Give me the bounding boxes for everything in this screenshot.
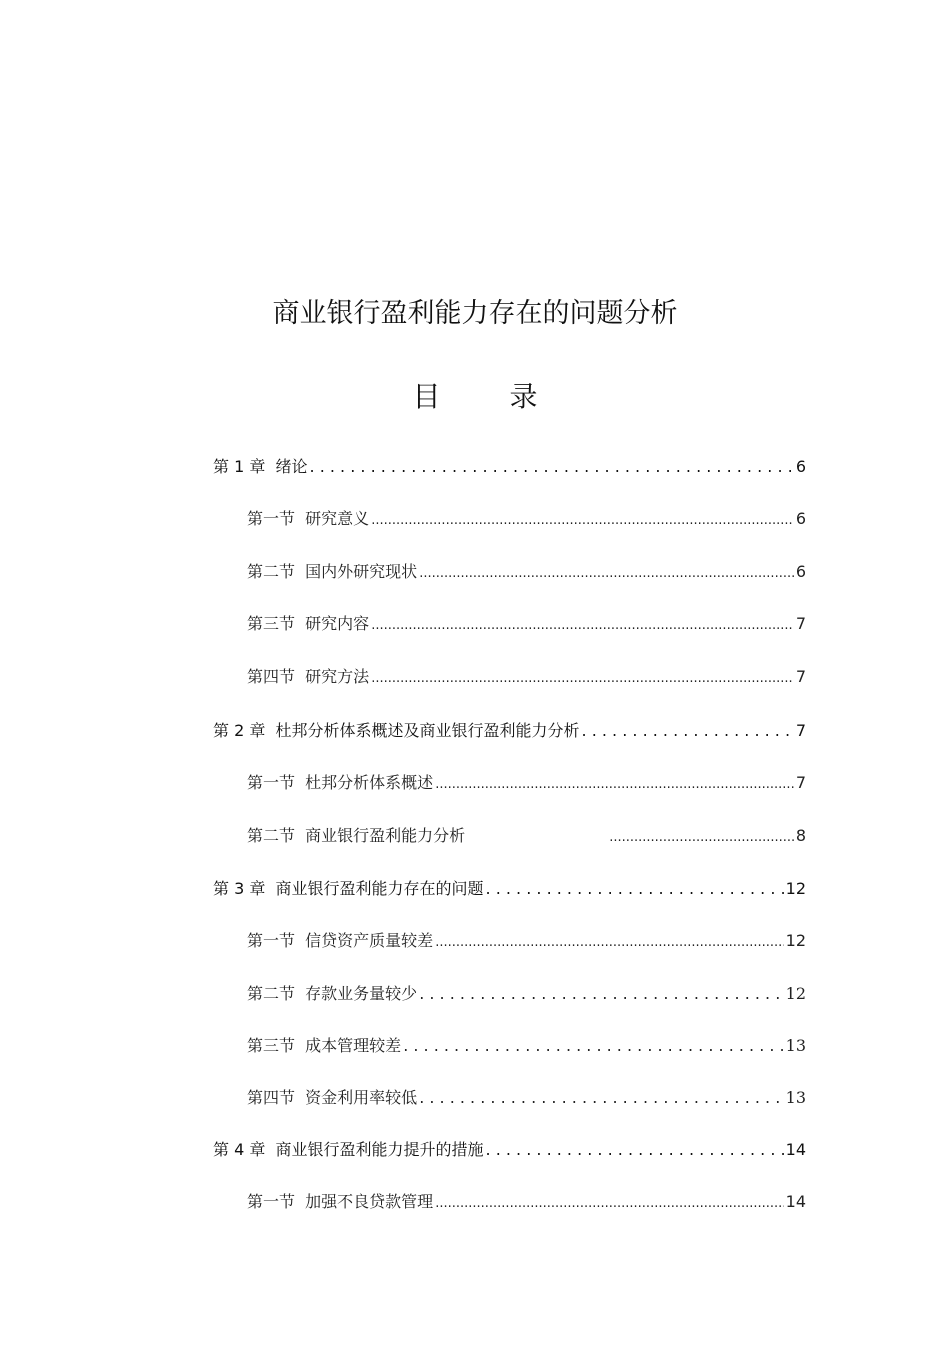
- toc-page-number: 12: [785, 984, 806, 1003]
- dot-leader: [419, 979, 783, 1009]
- toc-label: 第三节 研究内容: [247, 614, 370, 633]
- dot-leader: [486, 874, 784, 904]
- dot-leader: [371, 662, 794, 694]
- dot-leader: [419, 557, 794, 589]
- toc-label: 第 3 章 商业银行盈利能力存在的问题: [213, 879, 484, 898]
- toc-page-number: 14: [785, 1192, 806, 1211]
- toc-section[interactable]: [247, 926, 806, 956]
- toc-label: 第一节 杜邦分析体系概述: [247, 773, 434, 792]
- dot-leader: [371, 504, 794, 536]
- dot-leader: [486, 1135, 784, 1165]
- toc-page-number: 8: [795, 826, 806, 845]
- toc-page-number: 7: [795, 614, 806, 633]
- toc-label: 第三节 成本管理较差: [247, 1036, 402, 1055]
- toc-page-number: 6: [795, 457, 806, 476]
- toc-label: 第四节 资金利用率较低: [247, 1088, 418, 1107]
- toc-page-number: 12: [785, 931, 806, 950]
- toc-label: 第二节 存款业务量较少: [247, 984, 418, 1003]
- toc-heading: 目 录: [412, 380, 568, 413]
- toc-label: 第 1 章 绪论: [213, 457, 308, 476]
- toc-label: 第 2 章 杜邦分析体系概述及商业银行盈利能力分析: [213, 721, 580, 740]
- dot-leader: [371, 609, 794, 641]
- dot-leader: [582, 716, 794, 746]
- toc-section[interactable]: [247, 662, 806, 692]
- toc-page-number: 6: [795, 562, 806, 581]
- toc-section[interactable]: [247, 768, 806, 798]
- toc-page-number: 13: [785, 1088, 806, 1107]
- toc-section[interactable]: [247, 979, 806, 1009]
- toc-label: 第一节 信贷资产质量较差: [247, 931, 434, 950]
- dot-leader: [403, 1031, 783, 1061]
- toc-chapter-2[interactable]: [213, 716, 806, 746]
- toc-label: 第四节 研究方法: [247, 667, 370, 686]
- dot-leader: [310, 452, 794, 482]
- toc-section[interactable]: [247, 1031, 806, 1061]
- toc-section[interactable]: [247, 557, 806, 587]
- toc-page-number: 7: [795, 667, 806, 686]
- dot-leader: [435, 1187, 783, 1219]
- toc-page-number: 13: [785, 1036, 806, 1055]
- dot-leader: [609, 821, 794, 853]
- toc-page-number: 7: [795, 773, 806, 792]
- toc-page-number: 7: [795, 721, 806, 740]
- toc-label: 第二节 商业银行盈利能力分析: [247, 826, 466, 845]
- toc-label: 第一节 加强不良贷款管理: [247, 1192, 434, 1211]
- toc-chapter-1[interactable]: [213, 452, 806, 482]
- toc-label: 第一节 研究意义: [247, 509, 370, 528]
- dot-leader: [419, 1083, 783, 1113]
- toc-section[interactable]: [247, 821, 806, 851]
- toc-label: 第二节 国内外研究现状: [247, 562, 418, 581]
- dot-leader: [435, 768, 794, 800]
- dot-leader: [435, 926, 783, 958]
- toc-page-number: 6: [795, 509, 806, 528]
- toc-page-number: 14: [785, 1140, 806, 1159]
- toc-section[interactable]: [247, 504, 806, 534]
- toc-section[interactable]: [247, 1187, 806, 1217]
- toc-page-number: 12: [785, 879, 806, 898]
- toc-chapter-3[interactable]: [213, 874, 806, 904]
- page-title: 商业银行盈利能力存在的问题分析: [272, 298, 678, 329]
- toc-label: 第 4 章 商业银行盈利能力提升的措施: [213, 1140, 484, 1159]
- toc-section[interactable]: [247, 1083, 806, 1113]
- toc-chapter-4[interactable]: [213, 1135, 806, 1165]
- toc-section[interactable]: [247, 609, 806, 639]
